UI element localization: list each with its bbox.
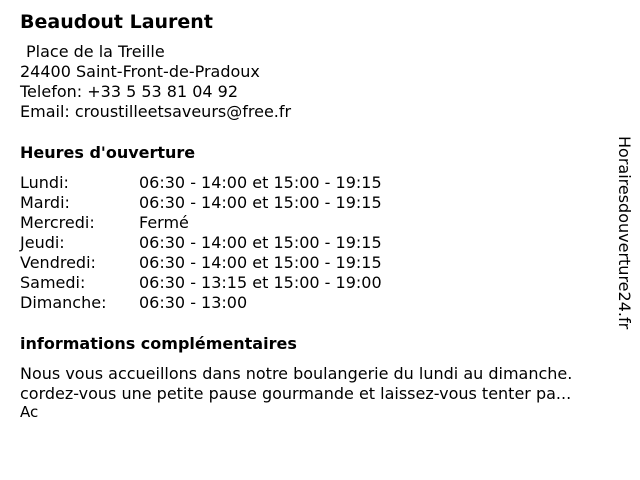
business-name: Beaudout Laurent — [20, 11, 213, 33]
time-value: Fermé — [139, 213, 189, 232]
hours-row-samedi — [20, 273, 610, 293]
additional-info-text — [20, 364, 610, 420]
day-label: Jeudi: — [20, 233, 65, 252]
phone-number: Telefon: +33 5 53 81 04 92 — [20, 82, 239, 101]
additional-info-heading: informations complémentaires — [20, 334, 297, 353]
time-value: 06:30 - 13:00 — [139, 293, 248, 312]
day-label: Mardi: — [20, 193, 70, 212]
time-value: 06:30 - 14:00 et 15:00 - 19:15 — [139, 253, 382, 272]
site-watermark — [612, 136, 636, 342]
day-label: Vendredi: — [20, 253, 96, 272]
time-value: 06:30 - 14:00 et 15:00 - 19:15 — [139, 193, 382, 212]
info-line: cordez-vous une petite pause gourmande et laissez-vous tenter pa... — [20, 384, 572, 403]
street-address: Place de la Treille — [26, 42, 165, 61]
hours-row-jeudi — [20, 233, 610, 253]
email-address: Email: croustilleetsaveurs@free.fr — [20, 102, 292, 121]
day-label: Mercredi: — [20, 213, 95, 232]
hours-row-mercredi — [20, 213, 610, 233]
time-value: 06:30 - 14:00 et 15:00 - 19:15 — [139, 173, 382, 192]
time-value: 06:30 - 13:15 et 15:00 - 19:00 — [139, 273, 382, 292]
info-line: Ac — [20, 403, 39, 421]
day-label: Lundi: — [20, 173, 69, 192]
hours-row-vendredi — [20, 253, 610, 273]
hours-row-dimanche — [20, 293, 610, 313]
time-value: 06:30 - 14:00 et 15:00 - 19:15 — [139, 233, 382, 252]
hours-row-mardi — [20, 193, 610, 213]
opening-hours-table — [20, 173, 610, 313]
opening-hours-heading: Heures d'ouverture — [20, 143, 196, 162]
day-label: Samedi: — [20, 273, 86, 292]
business-card — [20, 10, 610, 420]
city-address: 24400 Saint-Front-de-Pradoux — [20, 62, 260, 81]
info-line: Nous vous accueillons dans notre boulangerie du lundi au dimanche. — [20, 364, 573, 383]
day-label: Dimanche: — [20, 293, 107, 312]
site-watermark-text: Horairesdouverture24.fr — [615, 136, 634, 330]
hours-row-lundi — [20, 173, 610, 193]
